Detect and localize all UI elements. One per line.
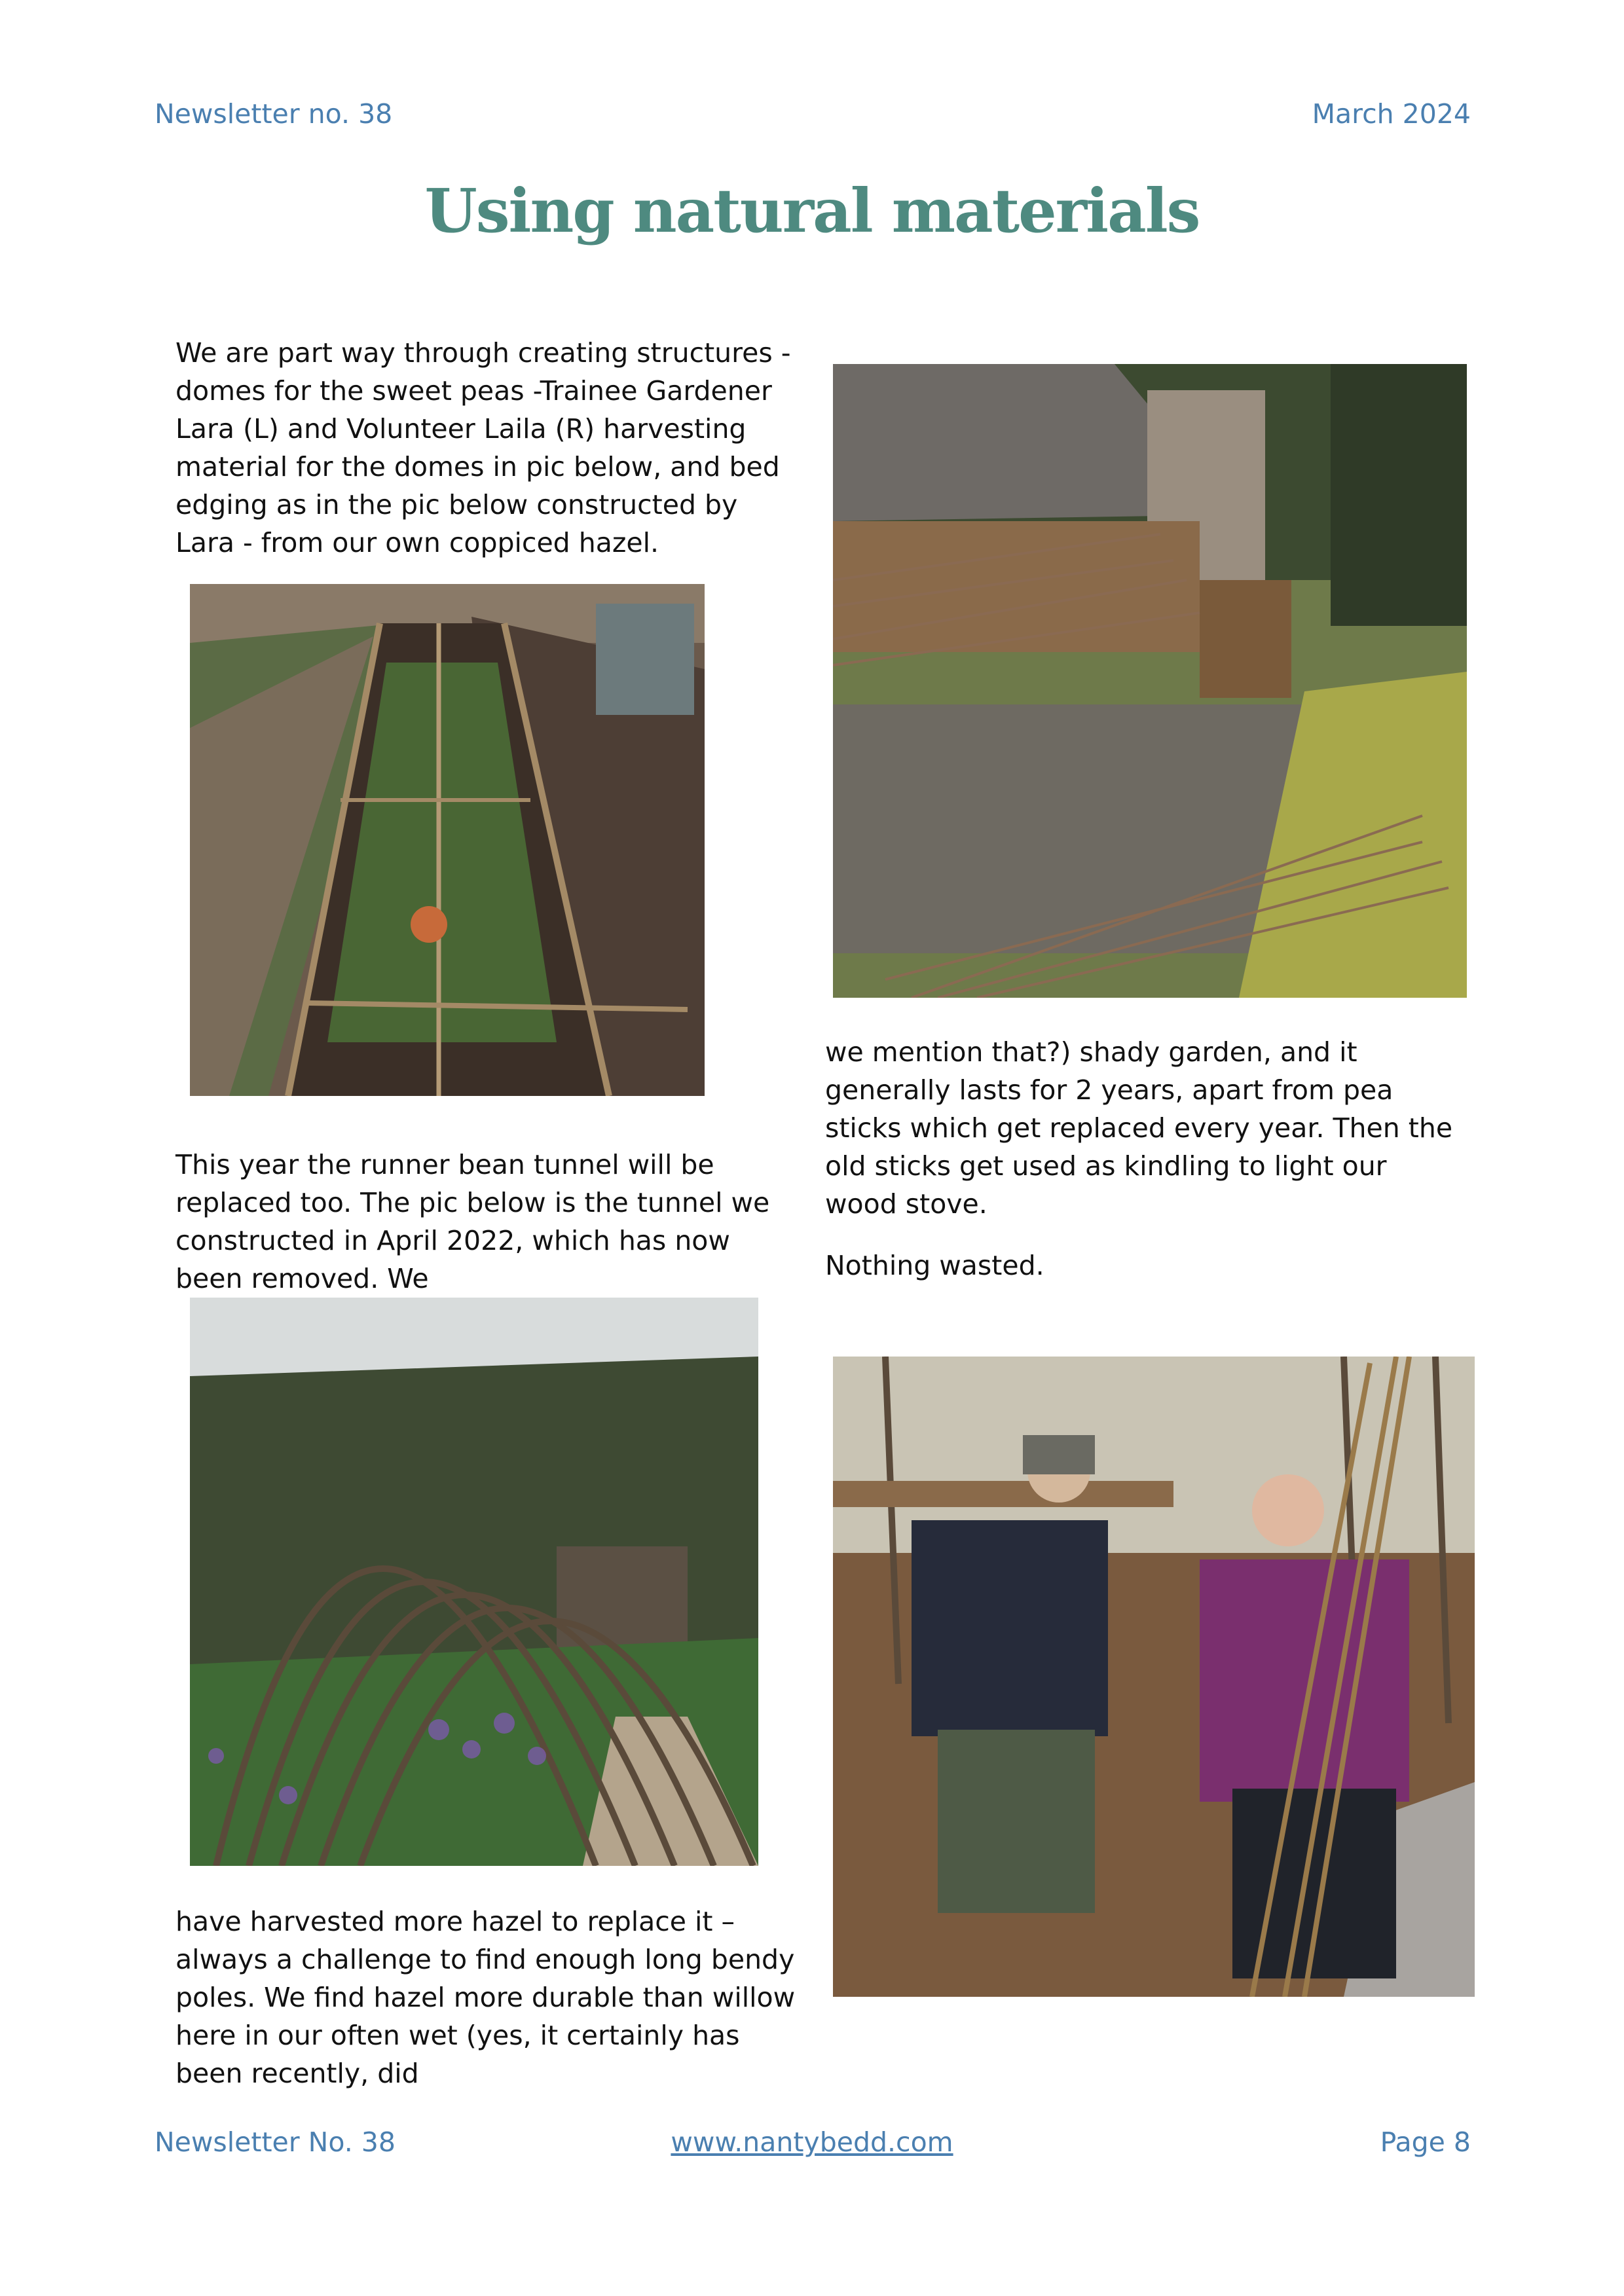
tunnel-paragraph (175, 1146, 804, 1298)
photo-raised-beds (190, 584, 705, 1096)
intro-text: We are part way through creating structures - domes for the sweet peas -Trainee Gardener Lara (L) and Volunteer Laila (R) harvesting material for the domes in pic below, and bed edging as in the pic below constructed by Lara - from our own coppiced hazel. (175, 337, 791, 558)
footer-website-link[interactable]: www.nantybedd.com (671, 2126, 953, 2158)
nothing-wasted-text: Nothing wasted. (825, 1250, 1044, 1281)
intro-paragraph (175, 334, 804, 562)
header-newsletter-number: Newsletter no. 38 (155, 98, 393, 130)
footer-newsletter-number: Newsletter No. 38 (155, 2126, 396, 2158)
photo-bean-tunnel (190, 1298, 758, 1866)
shady-garden-text: we mention that?) shady garden, and it generally lasts for 2 years, apart from pea sticks which get replaced every year. Then the old sticks get used as kindling to light our wood stove. (825, 1036, 1453, 1220)
page-title: Using natural materials (424, 175, 1200, 246)
photo-shed-hazel (833, 364, 1467, 998)
hazel-text: have harvested more hazel to replace it – always a challenge to find enough long bendy poles. We find hazel more durable than willow here in our often wet (yes, it certainly has been recently, did (175, 1906, 796, 2089)
header-date: March 2024 (1312, 98, 1471, 130)
tunnel-text: This year the runner bean tunnel will be replaced too. The pic below is the tunnel we constructed in April 2022, which has now been removed. We (175, 1149, 770, 1294)
hazel-paragraph (175, 1903, 804, 2092)
right-column-paragraph (825, 1033, 1467, 1285)
footer-page-number: Page 8 (1380, 2126, 1471, 2158)
photo-lara-laila (833, 1357, 1475, 1997)
